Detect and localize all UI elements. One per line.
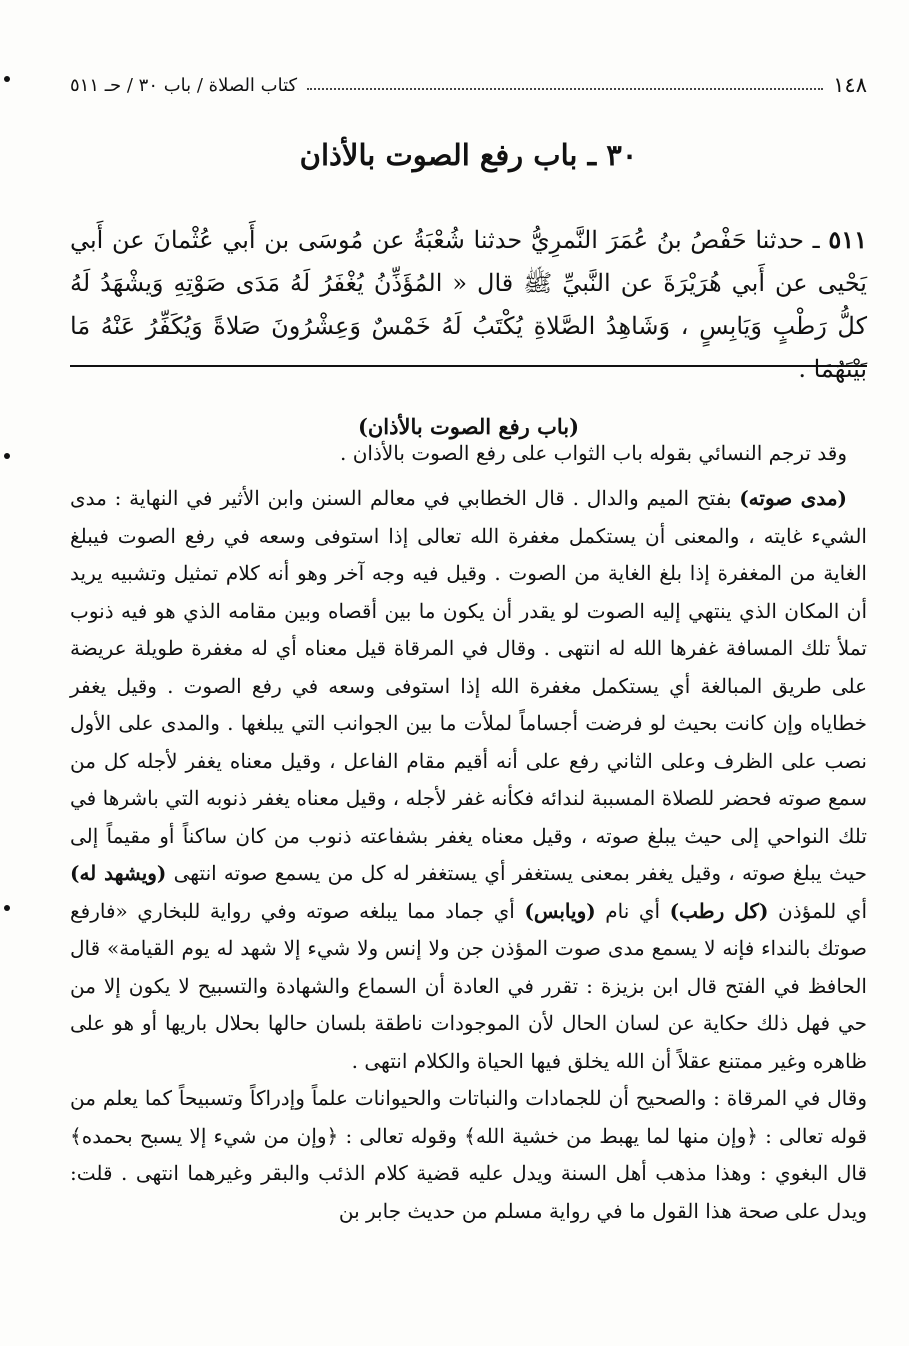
commentary-text: بفتح الميم والدال . قال الخطابي في معالم السنن وابن الأثير في النهاية : مدى الشيء غايته ، والمعنى أن يستكمل مغفرة الله تعالى إذا استوفى وسعه في رفع الصوت فيبلغ الغاية من المغفرة إذا بلغ الغاية من الصوت . وقيل فيه وجه آخر وهو أنه كلام تمثيل وتشبيه يريد أن المكان الذي ينتهي إليه الصوت لو يقدر أن يكون ما بين أقصاه وبين مقامه الذي هو فيه ذنوب تملأ تلك المسافة غفرها الله له انتهى . وقال في المرقاة قيل معناه أي له مغفرة طويلة عريضة على طريق المبالغة أي يستكمل مغفرة الله إذا استوفى وسعه في رفع الصوت . وقيل يغفر خطاياه وإن كانت بحيث لو فرضت أجساماً لملأت ما بين الجوانب التي يبلغها . والمدى على الأول نصب على الظرف وعلى الثاني رفع على أنه أقيم مقام الفاعل ، وقيل معناه يغفر لأجله كل من سمع صوته فحضر للصلاة المسببة لندائه فكأنه غفر لأجله ، وقيل معناه يغفر ذنوبه التي باشرها في تلك النواحي إلى حيث يبلغ صوته ، وقيل معناه يغفر بشفاعته ذنوب من كان ساكناً أو مقيماً إلى حيث يبلغ صوته ، وقيل يغفر بمعنى يستغفر أي يستغفر له كل من يسمع صوته انتهى	[70, 486, 868, 885]
commentary-paragraph	[70, 1080, 867, 1230]
hadith-number: ٥١١	[828, 225, 867, 254]
margin-mark	[4, 76, 10, 82]
hadith-body: ـ حدثنا حَفْصُ بنُ عُمَرَ النَّمرِيُّ حدثنا شُعْبَةُ عن مُوسَى بن أَبي عُثْمانَ عن أَبي يَحْيى عن أَبي هُرَيْرَةَ عن النَّبيِّ ﷺ قال « المُؤَذِّنُ يُغْفَرُ لَهُ مَدَى صَوْتِهِ وَيشْهَدُ لَهُ كلُّ رَطْبٍ وَيَابِسٍ ، وَشَاهِدُ الصَّلاةِ يُكْتَبُ لَهُ خَمْسٌ وَعِشْرُونَ صَلاةً وَيُكَفِّرُ عَنْهُ مَا بَيْنَهُمَا .	[70, 226, 867, 383]
lemma: (ويابس)	[524, 898, 596, 923]
running-title: كتاب الصلاة / باب ٣٠ / حـ ٥١١	[70, 74, 298, 96]
lemma: (كل رطب)	[669, 898, 769, 923]
lemma: (مدى صوته)	[739, 486, 847, 510]
commentary-paragraph	[70, 480, 867, 1080]
margin-mark	[4, 905, 10, 911]
lemma: (ويشهد له)	[70, 861, 167, 885]
page	[70, 0, 867, 1346]
page-number: ١٤٨	[833, 73, 867, 97]
commentary-intro: وقد ترجم النسائي بقوله باب الثواب على رفع الصوت بالأذان .	[340, 441, 847, 465]
commentary-text: أي للمؤذن	[768, 898, 867, 923]
commentary-text: وقال في المرقاة : والصحيح أن للجمادات والنباتات والحيوانات علماً وإدراكاً وتسبيحاً كما يعلم من قوله تعالى : ﴿وإن منها لما يهبط من خشية الله﴾ وقوله تعالى : ﴿وإن من شيء إلا يسبح بحمده﴾ قال البغوي : وهذا مذهب أهل السنة ويدل عليه قضية كلام الذئب والبقر وغيرهما انتهى . قلت: ويدل على صحة هذا القول ما في رواية مسلم من حديث جابر بن	[70, 1086, 867, 1223]
commentary-text: أي نام	[595, 898, 670, 923]
commentary-subtitle: (باب رفع الصوت بالأذان)	[357, 414, 580, 439]
commentary-body	[70, 480, 867, 1230]
commentary-text: أي جماد مما يبلغه صوته وفي رواية للبخاري «فارفع صوتك بالنداء فإنه لا يسمع مدى صوت المؤذن جن ولا إنس ولا شيء إلا شهد له يوم القيامة» قال الحافظ في الفتح قال ابن بزيزة : تقرر في العادة أن السماع والشهادة والتسبيح لا يكون إلا من حي فهل ذلك حكاية عن لسان الحال لأن الموجودات ناطقة بلسان حالها بحلال باريها أو هو على ظاهره وغير ممتنع عقلاً أن الله يخلق فيها الحياة والكلام انتهى .	[70, 898, 867, 1073]
dotted-leader	[307, 88, 823, 90]
margin-mark	[4, 453, 10, 459]
separator-rule	[70, 365, 867, 367]
page-header	[70, 68, 867, 102]
chapter-title: ٣٠ ـ باب رفع الصوت بالأذان	[299, 138, 638, 172]
